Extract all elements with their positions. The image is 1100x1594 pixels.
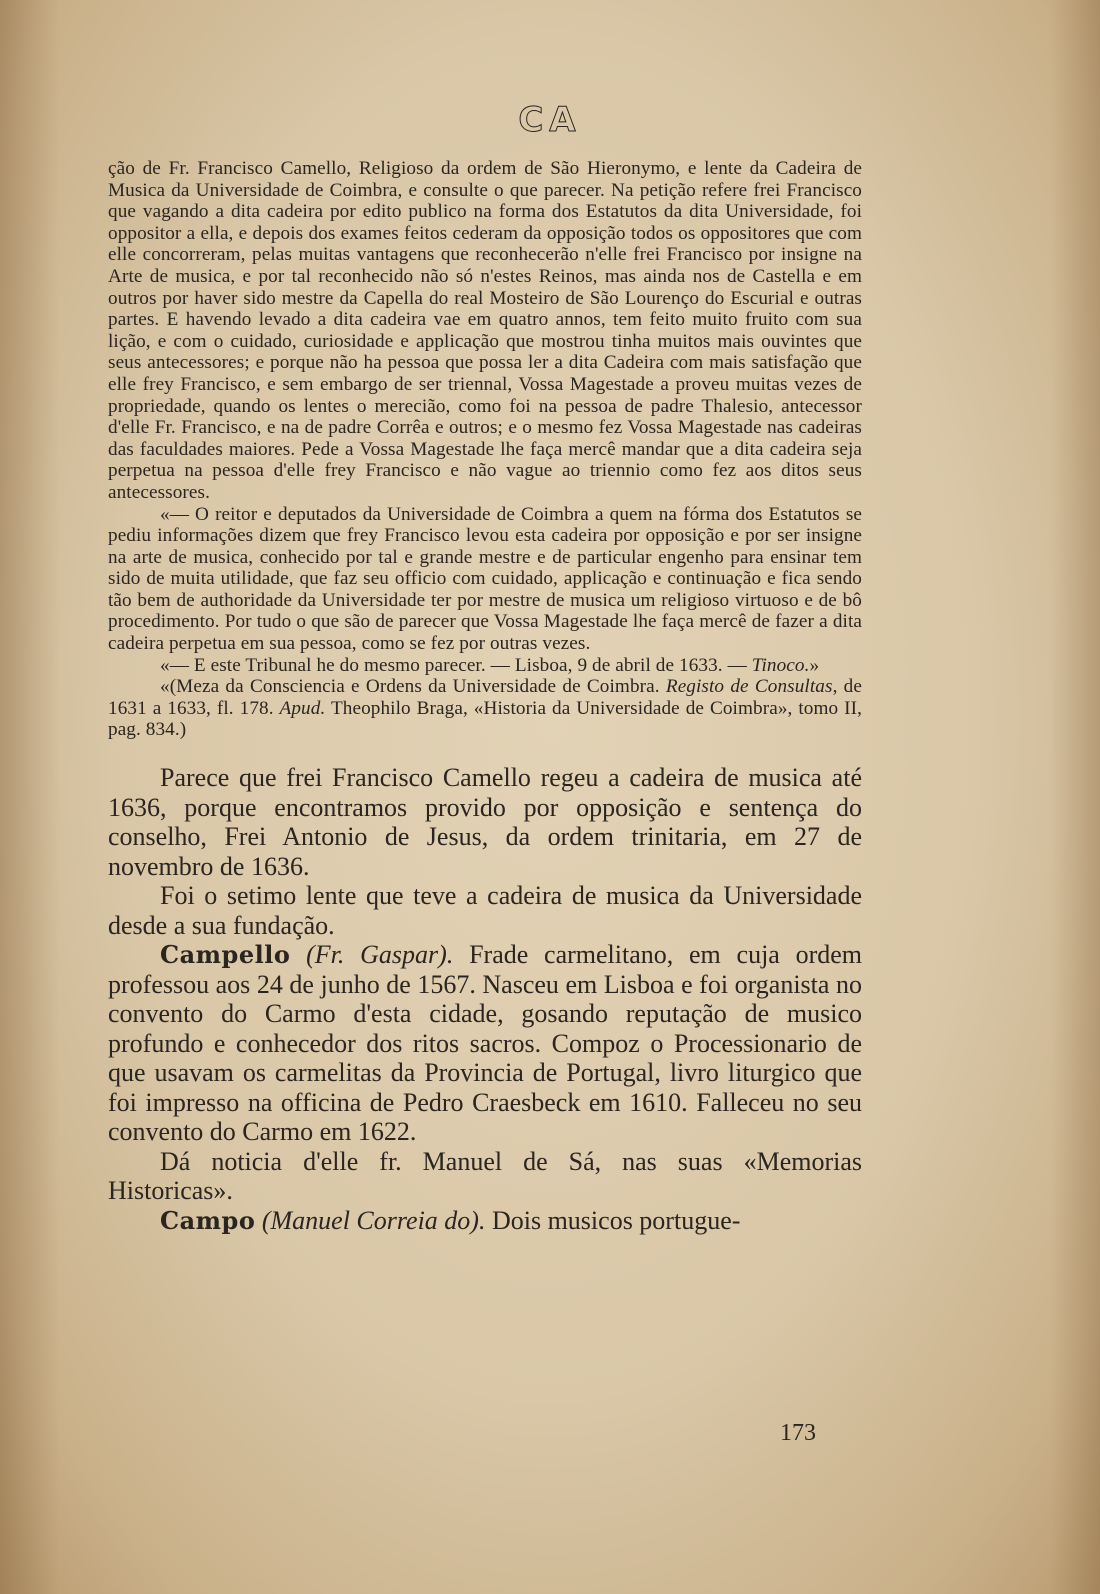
- page-text: [108, 158, 862, 1235]
- main-body: [108, 763, 862, 1235]
- page-shadow-left: [0, 0, 60, 1594]
- consultation-paragraph-3: [108, 655, 862, 677]
- consultation-paragraph-1: ção de Fr. Francisco Camello, Religioso da ordem de São Hieronymo, e lente da Cadeira de Musica da Universidade de Coimbra, e consulte o que parecer. Na petição refere frei Francisco que vagando a dita cadeira por edito publico na forma dos Estatutos da dita Universidade, foi oppositor a ella, e depois dos exames feitos cederam da opposição todos os oppositores que com elle concorreram, pelas muitas vantagens que reconhecerão n'elle frei Francisco por insigne na Arte de musica, e por tal reconhecido não só n'estes Reinos, mas ainda nos de Castella e em outros por haver sido mestre da Capella do real Mosteiro de São Lourenço do Escurial e outras partes. E havendo levado a dita cadeira vae em quatro annos, tem feito muito fruito com sua lição, e com o cuidado, curiosidade e applicação que mostrou tinha muitos mais ouvintes que seus antecessores; e porque não ha pessoa que possa ler a dita Cadeira com mais satisfação que elle frey Francisco, e sem embargo de ser triennal, Vossa Magestade a proveu muitas vezes de propriedade, quando os lentes o merecião, como foi na pessoa de padre Thalesio, antecessor d'elle Fr. Francisco, e na de padre Corrêa e outros; e o mesmo fez Vossa Magestade nas cadeiras das faculdades maiores. Pede a Vossa Magestade lhe faça mercê mandar que a dita cadeira seja perpetua na pessoa d'elle frey Francisco e não vague ao triennio como fez aos ditos seus antecessores.: [108, 158, 862, 503]
- headword-campo: Campo: [160, 1205, 256, 1235]
- consultation-paragraph-2: «— O reitor e deputados da Universidade de Coimbra a quem na fórma dos Estatutos se pediu informações dizem que frey Francisco levou esta cadeira por opposição e por ser insigne na arte de musica, conhecido por tal e grande mestre e de particular engenho para ensinar tem sido de muita utilidade, que faz seu officio com cuidado, applicação e continuação e fica sendo tão bem de authoridade da Universidade ter por mestre de musica um religioso virtuoso e de bô procedimento. Por tudo o que são de parecer que Vossa Magestade lhe faça mercê de fazer a dita cadeira perpetua em sua pessoa, como se fez por outras vezes.: [108, 503, 862, 655]
- citation-mid: , de 1631 a 1633, fl. 178.: [108, 676, 862, 719]
- tribunal-text: «— E este Tribunal he do mesmo parecer. — Lisboa, 9 de abril de 1633. —: [160, 654, 752, 676]
- paragraph-noticia: Dá noticia d'elle fr. Manuel de Sá, nas suas «Memorias Historicas».: [108, 1146, 862, 1206]
- entry-campo: [108, 1206, 862, 1236]
- signature-close: »: [809, 654, 820, 676]
- paragraph-regeu: Parece que frei Francisco Camello regeu a cadeira de musica até 1636, porque encontramos provido por opposição e sentença do conselho, Frei Antonio de Jesus, da ordem trinitaria, em 27 de novembro de 1636.: [108, 763, 862, 881]
- citation-apud: Apud.: [279, 697, 326, 719]
- citation-end: Theophilo Braga, «Historia da Universidade de Coimbra», tomo II, pag. 834.): [108, 697, 862, 741]
- citation-registo: Registo de Consultas: [665, 676, 833, 698]
- name-campello: (Fr. Gaspar).: [306, 940, 454, 970]
- entry-campello: [108, 940, 862, 1147]
- source-citation: [108, 676, 862, 741]
- running-header: CA: [518, 100, 582, 140]
- headword-campello: Campello: [160, 940, 291, 970]
- quoted-consultation: [108, 158, 862, 741]
- citation-open: «(Meza da Consciencia e Ordens da Universidade de Coimbra.: [160, 676, 666, 698]
- text-campello: Frade carmelitano, em cuja ordem professou aos 24 de junho de 1567. Nasceu em Lisboa e foi organista no convento do Carmo d'esta cidade, gosando reputação de musico profundo e conhecedor dos ritos sacros. Compoz o Processionario de que usavam os carmelitas da Provincia de Portugal, livro liturgico que foi impresso na officina de Pedro Craesbeck em 1610. Falleceu no seu convento do Carmo em 1622.: [108, 940, 863, 1147]
- text-campo: Dois musicos portugue-: [485, 1205, 741, 1235]
- paragraph-setimo: Foi o setimo lente que teve a cadeira de musica da Universidade desde a sua fundação.: [108, 881, 862, 940]
- name-campo: (Manuel Correia do).: [261, 1205, 486, 1235]
- page-number: 173: [780, 1420, 816, 1446]
- page-shadow-right: [1050, 0, 1100, 1594]
- signature: Tinoco.: [751, 654, 810, 676]
